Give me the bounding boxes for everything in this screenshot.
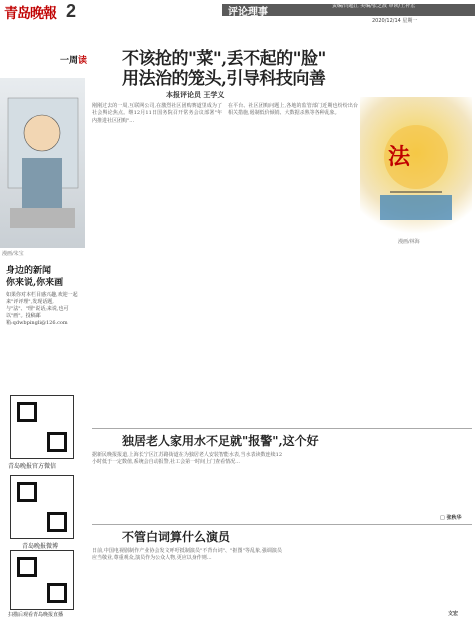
newspaper-logo: 青岛晚報 [4, 6, 56, 22]
law-character: 法 [388, 144, 411, 170]
page-header [0, 0, 475, 22]
weibo-qr-label: 青岛晚报微博 [22, 543, 59, 550]
page-number: 2 [66, 1, 77, 21]
editor-credits: 责编/闫超江 美编/张芝波 审读/王补宏 [332, 3, 416, 9]
article2-author: □ 张秋华 [440, 515, 462, 521]
issue-date: 2020/12/14 星期一 [372, 18, 418, 24]
scales-of-justice-icon [360, 97, 472, 237]
main-headline-line1: 不该抢的"菜",丢不起的"脸" [122, 49, 326, 69]
live-qr-code[interactable] [10, 550, 74, 610]
column-tag: 一周读 [60, 56, 88, 66]
main-article-col1: 刚刚过去的一周,互联网公司,在激烈社区团购赛道里成为了社会舆论焦点。继12月11日国务院召开常务会议部署"年内推进社区团购"... [92, 103, 222, 124]
left-illustration [0, 78, 85, 248]
article2-col1: 据新民晚报报道,上海长宁区江苏路街道在为独居老人安装智能水表,当水表读数连续12小时低于一定数值,系统会自动报警,社工会第一时间上门查看情况... [92, 452, 282, 466]
main-headline-line2: 用法治的笼头,引导科技向善 [122, 69, 326, 89]
byline: 本报评论员 王学义 [166, 90, 225, 99]
divider [92, 428, 472, 429]
article2-title: 独居老人家用水不足就"报警",这个好 [122, 434, 319, 448]
illustration-credit-right: 漫画/林海 [398, 239, 420, 245]
right-illustration [360, 97, 472, 237]
cartoon-illustration-icon [0, 78, 85, 248]
wechat-qr-code[interactable] [10, 395, 74, 459]
live-qr-label: 扫描后观看青岛晚报直播 [8, 612, 64, 618]
article3-col1: 日前,中国电视剧制作产业协会发文呼吁抵制演员"不背台词"、"抠图"等乱象,强调演员应当敬业,尊重观众,演员作为公众人物,更应以身作则... [92, 548, 282, 562]
article3-col2 [286, 548, 472, 618]
weibo-qr-code[interactable] [10, 475, 74, 539]
section-name: 评论理事 [228, 7, 268, 18]
main-article-col2: 在平台、社区团购问题上,各地的监管部门近期也纷纷出台相关措施,遏制低价倾销、大数据杀熟等各种乱象。 [228, 103, 358, 117]
wechat-qr-label: 青岛晚报官方微信 [8, 463, 57, 470]
left-column-title: 身边的新闻 你来说,你来画 [6, 266, 64, 288]
article3-author: 文宏 [448, 611, 459, 617]
article2-col2 [286, 452, 472, 520]
left-column-text: 如果你对本栏目感兴趣,欢迎一起来"评评理",发现话题,与"法"、"理"说话;来说,也可以"画"。投稿邮箱:qdwbpingli@126.com [6, 292, 78, 326]
illustration-credit: 漫画/朱宝 [2, 251, 24, 257]
article3-title: 不管白词算什么演员 [122, 530, 231, 544]
divider [92, 524, 472, 525]
